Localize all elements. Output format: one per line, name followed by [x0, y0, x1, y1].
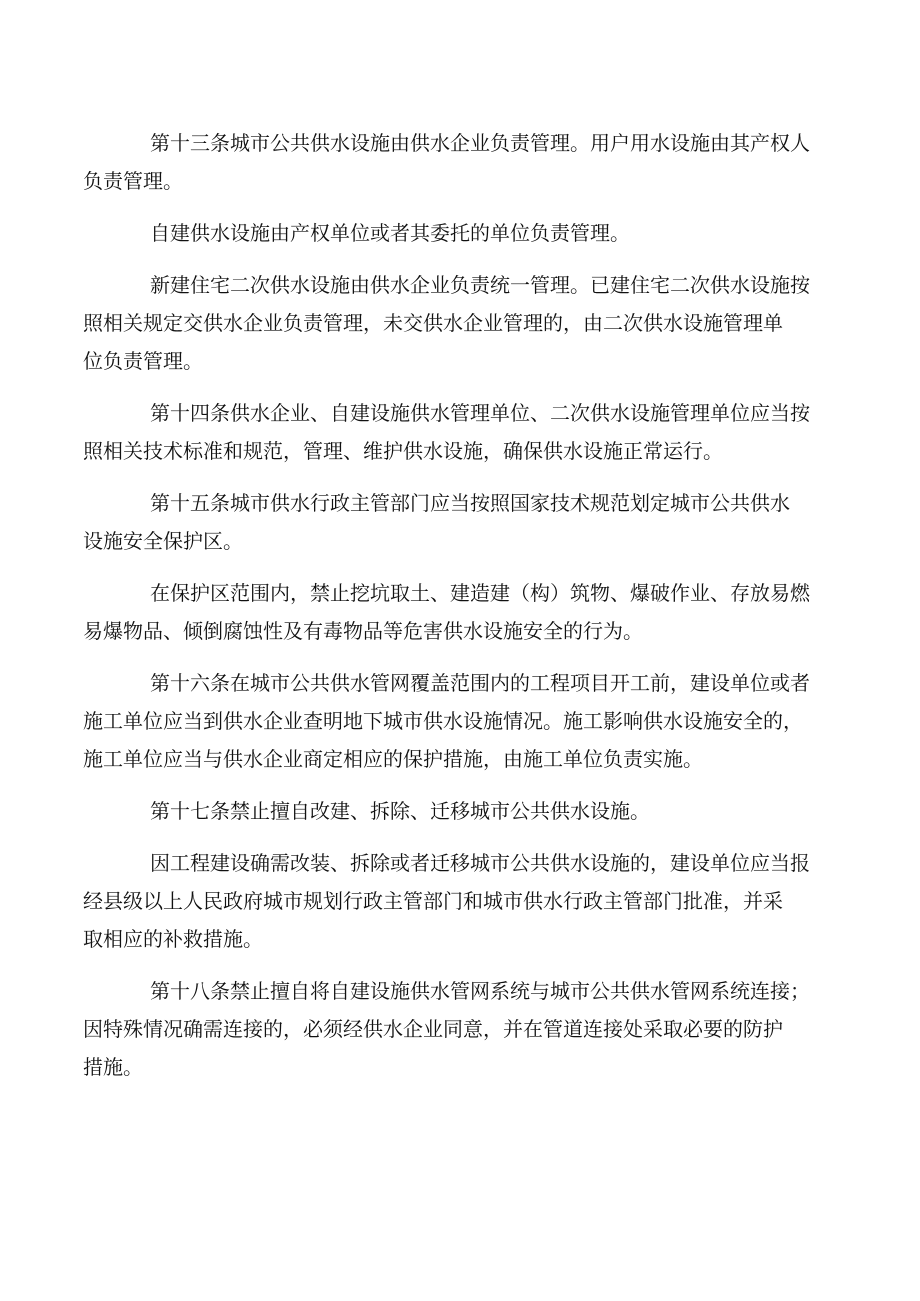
- text-line: 第十七条禁止擅自改建、拆除、迁移城市公共供水设施。: [150, 799, 650, 823]
- text-line: 措施。: [83, 1055, 143, 1079]
- text-line: 第十三条城市公共供水设施由供水企业负责管理。用户用水设施由其产权人: [150, 131, 810, 155]
- text-line: 照相关技术标准和规范，管理、维护供水设施，确保供水设施正常运行。: [83, 439, 723, 463]
- text-line: 施工单位应当与供水企业商定相应的保护措施，由施工单位负责实施。: [83, 747, 703, 771]
- text-line: 取相应的补救措施。: [83, 927, 263, 951]
- text-line: 负责管理。: [83, 169, 183, 193]
- text-line: 在保护区范围内，禁止挖坑取土、建造建（构）筑物、爆破作业、存放易燃: [150, 581, 810, 605]
- paragraph-article-13: [83, 124, 830, 200]
- text-line: 第十四条供水企业、自建设施供水管理单位、二次供水设施管理单位应当按: [150, 401, 810, 425]
- document-page: [83, 124, 830, 1100]
- text-line: 第十八条禁止擅自将自建设施供水管网系统与城市公共供水管网系统连接；: [150, 979, 810, 1003]
- text-line: 经县级以上人民政府城市规划行政主管部门和城市供水行政主管部门批准，并采: [83, 889, 783, 913]
- paragraph-article-17: [150, 792, 830, 830]
- paragraph-article-15: [83, 484, 830, 560]
- text-line: 因工程建设确需改装、拆除或者迁移城市公共供水设施的，建设单位应当报: [150, 851, 810, 875]
- text-line: 新建住宅二次供水设施由供水企业负责统一管理。已建住宅二次供水设施按: [150, 273, 810, 297]
- paragraph-article-14: [83, 394, 830, 470]
- paragraph-relocation: [83, 844, 830, 958]
- paragraph-self-built-facilities: [150, 214, 830, 252]
- paragraph-article-16: [83, 664, 830, 778]
- paragraph-protection-zone: [83, 574, 830, 650]
- text-line: 易爆物品、倾倒腐蚀性及有毒物品等危害供水设施安全的行为。: [83, 619, 643, 643]
- text-line: 位负责管理。: [83, 349, 203, 373]
- paragraph-secondary-supply: [83, 266, 830, 380]
- text-line: 第十六条在城市公共供水管网覆盖范围内的工程项目开工前，建设单位或者: [150, 671, 810, 695]
- text-line: 自建供水设施由产权单位或者其委托的单位负责管理。: [150, 221, 630, 245]
- text-line: 设施安全保护区。: [83, 529, 243, 553]
- text-line: 照相关规定交供水企业负责管理，未交供水企业管理的，由二次供水设施管理单: [83, 311, 783, 335]
- text-line: 施工单位应当到供水企业查明地下城市供水设施情况。施工影响供水设施安全的，: [83, 709, 803, 733]
- text-line: 第十五条城市供水行政主管部门应当按照国家技术规范划定城市公共供水: [150, 491, 790, 515]
- paragraph-article-18: [83, 972, 830, 1086]
- text-line: 因特殊情况确需连接的，必须经供水企业同意，并在管道连接处采取必要的防护: [83, 1017, 783, 1041]
